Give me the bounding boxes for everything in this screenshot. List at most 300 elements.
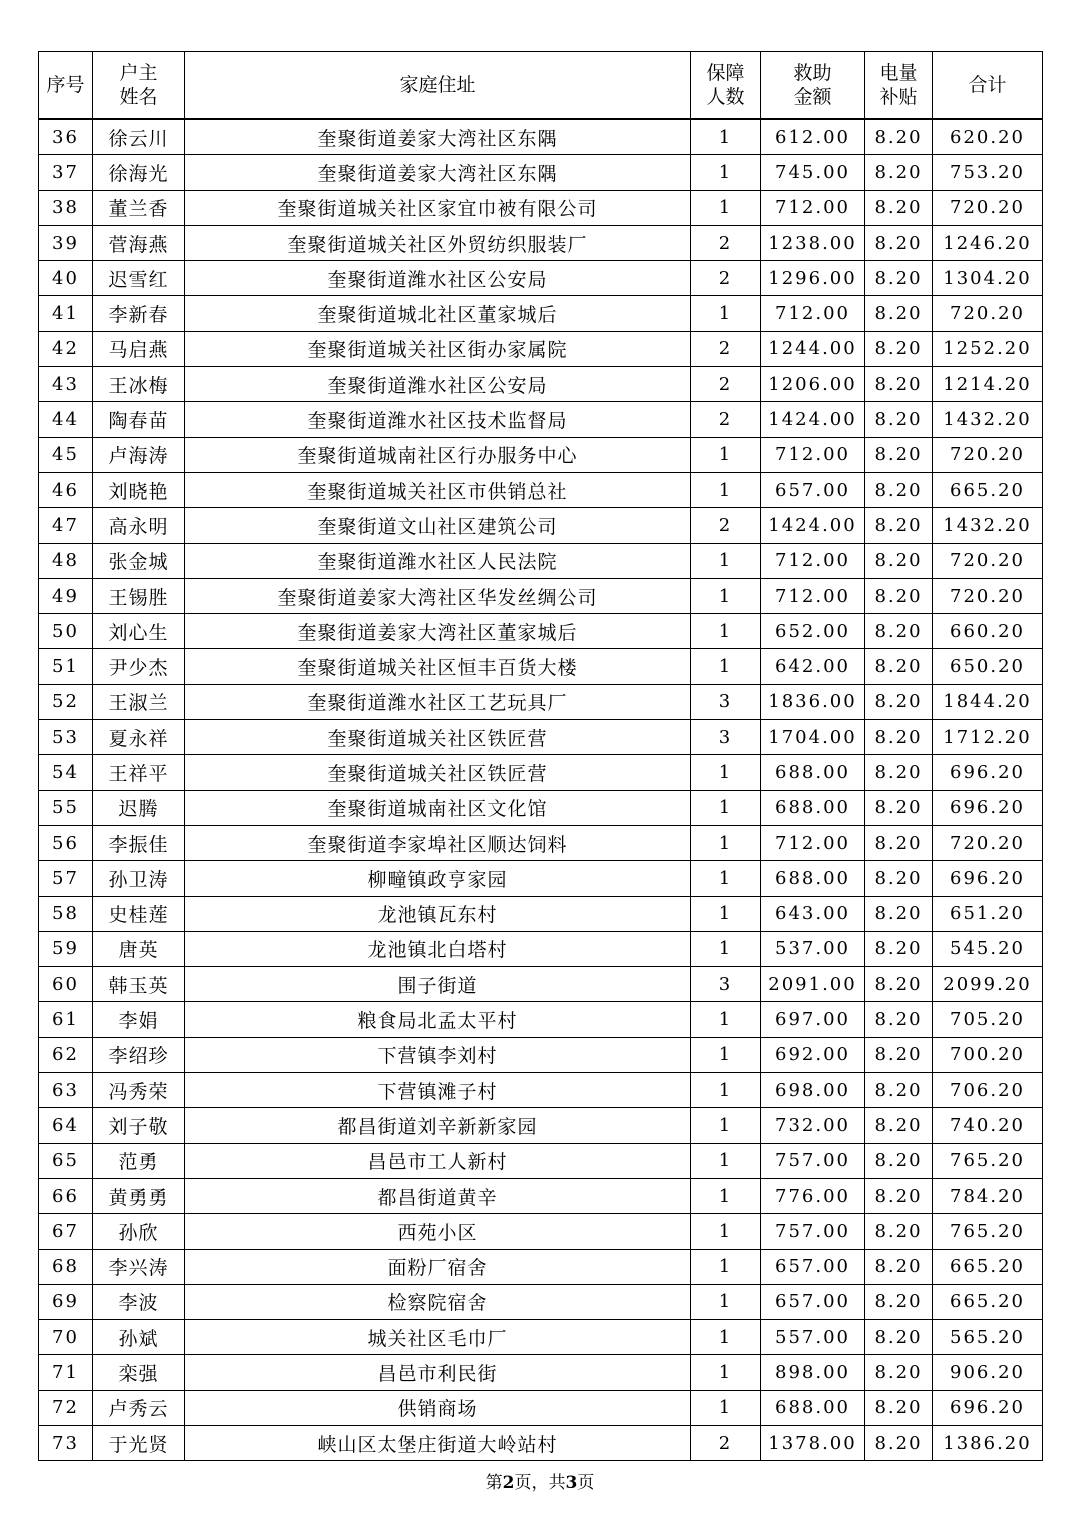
cell-relief-amount: 1424.00 (761, 508, 865, 543)
cell-seq: 50 (39, 614, 93, 649)
cell-seq: 40 (39, 261, 93, 296)
cell-relief-amount: 698.00 (761, 1073, 865, 1108)
cell-address: 都昌街道黄辛 (185, 1178, 691, 1213)
cell-seq: 47 (39, 508, 93, 543)
cell-power-subsidy: 8.20 (865, 578, 933, 613)
cell-power-subsidy: 8.20 (865, 367, 933, 402)
cell-persons: 1 (691, 614, 761, 649)
cell-relief-amount: 1296.00 (761, 261, 865, 296)
cell-total: 545.20 (933, 931, 1043, 966)
header-row (39, 52, 1043, 120)
cell-relief-amount: 757.00 (761, 1214, 865, 1249)
table-row (39, 825, 1043, 860)
footer-suffix: 页 (577, 1473, 595, 1493)
table-body (39, 119, 1043, 1461)
cell-address: 奎聚街道城关社区外贸纺织服装厂 (185, 225, 691, 260)
cell-power-subsidy: 8.20 (865, 967, 933, 1002)
cell-seq: 42 (39, 331, 93, 366)
cell-persons: 3 (691, 967, 761, 1002)
cell-address: 奎聚街道城关社区铁匠营 (185, 720, 691, 755)
cell-relief-amount: 712.00 (761, 296, 865, 331)
header-total: 合计 (933, 52, 1043, 120)
cell-persons: 1 (691, 1002, 761, 1037)
cell-persons: 1 (691, 190, 761, 225)
cell-owner-name: 李娟 (93, 1002, 185, 1037)
cell-total: 665.20 (933, 1249, 1043, 1284)
cell-total: 765.20 (933, 1143, 1043, 1178)
header-owner-line2: 姓名 (119, 86, 158, 108)
cell-owner-name: 张金城 (93, 543, 185, 578)
table-row (39, 1002, 1043, 1037)
cell-power-subsidy: 8.20 (865, 402, 933, 437)
cell-relief-amount: 1206.00 (761, 367, 865, 402)
cell-seq: 44 (39, 402, 93, 437)
cell-address: 昌邑市利民街 (185, 1355, 691, 1390)
cell-relief-amount: 643.00 (761, 896, 865, 931)
cell-owner-name: 卢秀云 (93, 1390, 185, 1425)
cell-address: 奎聚街道城北社区董家城后 (185, 296, 691, 331)
cell-relief-amount: 712.00 (761, 578, 865, 613)
cell-owner-name: 李新春 (93, 296, 185, 331)
cell-persons: 1 (691, 578, 761, 613)
cell-seq: 53 (39, 720, 93, 755)
header-owner-name (93, 52, 185, 120)
cell-seq: 57 (39, 861, 93, 896)
cell-persons: 1 (691, 931, 761, 966)
cell-seq: 60 (39, 967, 93, 1002)
cell-owner-name: 夏永祥 (93, 720, 185, 755)
cell-seq: 67 (39, 1214, 93, 1249)
cell-relief-amount: 557.00 (761, 1320, 865, 1355)
cell-seq: 72 (39, 1390, 93, 1425)
cell-power-subsidy: 8.20 (865, 684, 933, 719)
cell-power-subsidy: 8.20 (865, 649, 933, 684)
cell-owner-name: 王冰梅 (93, 367, 185, 402)
cell-owner-name: 李振佳 (93, 825, 185, 860)
cell-persons: 1 (691, 1355, 761, 1390)
cell-owner-name: 冯秀荣 (93, 1073, 185, 1108)
cell-power-subsidy: 8.20 (865, 261, 933, 296)
cell-power-subsidy: 8.20 (865, 543, 933, 578)
cell-total: 720.20 (933, 190, 1043, 225)
cell-owner-name: 孙斌 (93, 1320, 185, 1355)
table-row (39, 472, 1043, 507)
cell-power-subsidy: 8.20 (865, 1390, 933, 1425)
table-row (39, 190, 1043, 225)
cell-total: 740.20 (933, 1108, 1043, 1143)
cell-address: 奎聚街道姜家大湾社区董家城后 (185, 614, 691, 649)
table-row (39, 790, 1043, 825)
cell-power-subsidy: 8.20 (865, 1037, 933, 1072)
header-seq: 序号 (39, 52, 93, 120)
table-row (39, 614, 1043, 649)
cell-address: 奎聚街道城关社区恒丰百货大楼 (185, 649, 691, 684)
header-relief-amount (761, 52, 865, 120)
cell-address: 面粉厂宿舍 (185, 1249, 691, 1284)
table-row (39, 261, 1043, 296)
cell-power-subsidy: 8.20 (865, 1143, 933, 1178)
cell-relief-amount: 712.00 (761, 190, 865, 225)
cell-total: 1844.20 (933, 684, 1043, 719)
cell-seq: 63 (39, 1073, 93, 1108)
cell-address: 下营镇李刘村 (185, 1037, 691, 1072)
cell-seq: 59 (39, 931, 93, 966)
cell-power-subsidy: 8.20 (865, 755, 933, 790)
cell-persons: 1 (691, 1108, 761, 1143)
cell-seq: 71 (39, 1355, 93, 1390)
cell-address: 奎聚街道姜家大湾社区东隅 (185, 119, 691, 155)
cell-seq: 73 (39, 1425, 93, 1460)
cell-owner-name: 刘心生 (93, 614, 185, 649)
table-row (39, 931, 1043, 966)
table-row (39, 1178, 1043, 1213)
cell-owner-name: 王淑兰 (93, 684, 185, 719)
cell-relief-amount: 537.00 (761, 931, 865, 966)
cell-persons: 1 (691, 1037, 761, 1072)
cell-persons: 1 (691, 543, 761, 578)
cell-relief-amount: 2091.00 (761, 967, 865, 1002)
cell-persons: 1 (691, 1214, 761, 1249)
table-row (39, 508, 1043, 543)
header-address: 家庭住址 (185, 52, 691, 120)
cell-power-subsidy: 8.20 (865, 1108, 933, 1143)
cell-owner-name: 孙欣 (93, 1214, 185, 1249)
cell-power-subsidy: 8.20 (865, 155, 933, 190)
cell-address: 奎聚街道潍水社区工艺玩具厂 (185, 684, 691, 719)
table-row (39, 155, 1043, 190)
cell-persons: 1 (691, 896, 761, 931)
cell-persons: 1 (691, 119, 761, 155)
cell-total: 696.20 (933, 790, 1043, 825)
cell-owner-name: 马启燕 (93, 331, 185, 366)
cell-total: 706.20 (933, 1073, 1043, 1108)
cell-total: 696.20 (933, 1390, 1043, 1425)
cell-relief-amount: 757.00 (761, 1143, 865, 1178)
cell-address: 奎聚街道城南社区行办服务中心 (185, 437, 691, 472)
cell-address: 奎聚街道城南社区文化馆 (185, 790, 691, 825)
table-row (39, 1108, 1043, 1143)
cell-seq: 38 (39, 190, 93, 225)
cell-relief-amount: 776.00 (761, 1178, 865, 1213)
cell-relief-amount: 1836.00 (761, 684, 865, 719)
cell-relief-amount: 657.00 (761, 1284, 865, 1319)
table-row (39, 1320, 1043, 1355)
cell-address: 西苑小区 (185, 1214, 691, 1249)
cell-owner-name: 徐云川 (93, 119, 185, 155)
cell-owner-name: 范勇 (93, 1143, 185, 1178)
cell-owner-name: 于光贤 (93, 1425, 185, 1460)
header-power-line1: 电量 (879, 62, 918, 84)
cell-owner-name: 孙卫涛 (93, 861, 185, 896)
header-relief-line1: 救助 (793, 62, 832, 84)
cell-total: 720.20 (933, 543, 1043, 578)
cell-persons: 2 (691, 402, 761, 437)
header-owner-line1: 户主 (119, 62, 158, 84)
cell-persons: 1 (691, 1249, 761, 1284)
cell-owner-name: 迟雪红 (93, 261, 185, 296)
cell-owner-name: 高永明 (93, 508, 185, 543)
cell-persons: 2 (691, 331, 761, 366)
cell-total: 700.20 (933, 1037, 1043, 1072)
cell-power-subsidy: 8.20 (865, 296, 933, 331)
cell-relief-amount: 692.00 (761, 1037, 865, 1072)
cell-owner-name: 菅海燕 (93, 225, 185, 260)
cell-owner-name: 刘晓艳 (93, 472, 185, 507)
header-persons-line1: 保障 (706, 62, 745, 84)
cell-persons: 1 (691, 155, 761, 190)
table-row (39, 684, 1043, 719)
cell-total: 753.20 (933, 155, 1043, 190)
header-relief-line2: 金额 (793, 86, 832, 108)
cell-relief-amount: 642.00 (761, 649, 865, 684)
cell-power-subsidy: 8.20 (865, 1002, 933, 1037)
cell-address: 奎聚街道城关社区铁匠营 (185, 755, 691, 790)
cell-persons: 3 (691, 720, 761, 755)
cell-seq: 62 (39, 1037, 93, 1072)
cell-relief-amount: 712.00 (761, 825, 865, 860)
cell-owner-name: 迟腾 (93, 790, 185, 825)
table-row (39, 543, 1043, 578)
cell-total: 565.20 (933, 1320, 1043, 1355)
cell-seq: 36 (39, 119, 93, 155)
table-row (39, 402, 1043, 437)
footer-current-page: 2 (502, 1473, 515, 1493)
cell-total: 720.20 (933, 296, 1043, 331)
cell-persons: 2 (691, 225, 761, 260)
cell-persons: 1 (691, 649, 761, 684)
table-row (39, 1037, 1043, 1072)
cell-seq: 39 (39, 225, 93, 260)
cell-power-subsidy: 8.20 (865, 861, 933, 896)
cell-address: 奎聚街道姜家大湾社区东隅 (185, 155, 691, 190)
cell-power-subsidy: 8.20 (865, 1355, 933, 1390)
cell-total: 906.20 (933, 1355, 1043, 1390)
table-row (39, 331, 1043, 366)
table-row (39, 1073, 1043, 1108)
cell-persons: 2 (691, 508, 761, 543)
cell-power-subsidy: 8.20 (865, 508, 933, 543)
cell-persons: 1 (691, 755, 761, 790)
relief-roster-table (38, 51, 1043, 1461)
cell-persons: 1 (691, 790, 761, 825)
cell-seq: 52 (39, 684, 93, 719)
cell-seq: 64 (39, 1108, 93, 1143)
cell-seq: 69 (39, 1284, 93, 1319)
cell-power-subsidy: 8.20 (865, 190, 933, 225)
cell-power-subsidy: 8.20 (865, 825, 933, 860)
table-row (39, 296, 1043, 331)
cell-persons: 1 (691, 1320, 761, 1355)
table-header (39, 52, 1043, 120)
cell-total: 665.20 (933, 1284, 1043, 1319)
cell-seq: 41 (39, 296, 93, 331)
cell-persons: 1 (691, 437, 761, 472)
table-row (39, 1355, 1043, 1390)
cell-power-subsidy: 8.20 (865, 1073, 933, 1108)
cell-address: 围子街道 (185, 967, 691, 1002)
cell-owner-name: 李绍珍 (93, 1037, 185, 1072)
cell-relief-amount: 1424.00 (761, 402, 865, 437)
cell-address: 峡山区太堡庄街道大岭站村 (185, 1425, 691, 1460)
cell-address: 昌邑市工人新村 (185, 1143, 691, 1178)
cell-seq: 65 (39, 1143, 93, 1178)
cell-address: 粮食局北孟太平村 (185, 1002, 691, 1037)
cell-seq: 56 (39, 825, 93, 860)
cell-total: 784.20 (933, 1178, 1043, 1213)
cell-seq: 54 (39, 755, 93, 790)
cell-address: 奎聚街道潍水社区公安局 (185, 261, 691, 296)
cell-total: 696.20 (933, 755, 1043, 790)
cell-owner-name: 史桂莲 (93, 896, 185, 931)
cell-address: 奎聚街道文山社区建筑公司 (185, 508, 691, 543)
cell-total: 1712.20 (933, 720, 1043, 755)
cell-persons: 2 (691, 261, 761, 296)
cell-total: 2099.20 (933, 967, 1043, 1002)
cell-total: 651.20 (933, 896, 1043, 931)
cell-seq: 61 (39, 1002, 93, 1037)
cell-seq: 46 (39, 472, 93, 507)
cell-total: 765.20 (933, 1214, 1043, 1249)
table-row (39, 367, 1043, 402)
cell-relief-amount: 732.00 (761, 1108, 865, 1143)
cell-relief-amount: 898.00 (761, 1355, 865, 1390)
cell-relief-amount: 1704.00 (761, 720, 865, 755)
header-persons (691, 52, 761, 120)
cell-address: 龙池镇北白塔村 (185, 931, 691, 966)
table-row (39, 755, 1043, 790)
table-row (39, 649, 1043, 684)
cell-seq: 51 (39, 649, 93, 684)
table-row (39, 967, 1043, 1002)
header-power-subsidy (865, 52, 933, 120)
cell-total: 620.20 (933, 119, 1043, 155)
cell-power-subsidy: 8.20 (865, 1284, 933, 1319)
cell-power-subsidy: 8.20 (865, 437, 933, 472)
cell-address: 奎聚街道姜家大湾社区华发丝绸公司 (185, 578, 691, 613)
cell-total: 665.20 (933, 472, 1043, 507)
footer-total-pages: 3 (565, 1473, 578, 1493)
cell-total: 1432.20 (933, 402, 1043, 437)
cell-total: 1432.20 (933, 508, 1043, 543)
cell-owner-name: 刘子敬 (93, 1108, 185, 1143)
cell-persons: 1 (691, 1390, 761, 1425)
cell-power-subsidy: 8.20 (865, 1249, 933, 1284)
cell-seq: 58 (39, 896, 93, 931)
table-row (39, 119, 1043, 155)
cell-owner-name: 尹少杰 (93, 649, 185, 684)
cell-total: 720.20 (933, 578, 1043, 613)
cell-address: 柳疃镇政亨家园 (185, 861, 691, 896)
cell-relief-amount: 1244.00 (761, 331, 865, 366)
cell-total: 1246.20 (933, 225, 1043, 260)
cell-total: 696.20 (933, 861, 1043, 896)
cell-total: 1304.20 (933, 261, 1043, 296)
cell-persons: 1 (691, 825, 761, 860)
cell-persons: 2 (691, 1425, 761, 1460)
cell-relief-amount: 712.00 (761, 543, 865, 578)
cell-relief-amount: 657.00 (761, 1249, 865, 1284)
table-row (39, 1249, 1043, 1284)
cell-relief-amount: 688.00 (761, 755, 865, 790)
cell-power-subsidy: 8.20 (865, 1214, 933, 1249)
cell-owner-name: 韩玉英 (93, 967, 185, 1002)
cell-power-subsidy: 8.20 (865, 1425, 933, 1460)
cell-power-subsidy: 8.20 (865, 225, 933, 260)
cell-power-subsidy: 8.20 (865, 931, 933, 966)
cell-total: 1214.20 (933, 367, 1043, 402)
cell-owner-name: 王祥平 (93, 755, 185, 790)
cell-address: 龙池镇瓦东村 (185, 896, 691, 931)
cell-address: 奎聚街道城关社区家宜巾被有限公司 (185, 190, 691, 225)
cell-power-subsidy: 8.20 (865, 790, 933, 825)
cell-owner-name: 董兰香 (93, 190, 185, 225)
cell-owner-name: 王锡胜 (93, 578, 185, 613)
cell-relief-amount: 1238.00 (761, 225, 865, 260)
cell-address: 奎聚街道城关社区市供销总社 (185, 472, 691, 507)
cell-relief-amount: 652.00 (761, 614, 865, 649)
cell-owner-name: 陶春苗 (93, 402, 185, 437)
cell-owner-name: 徐海光 (93, 155, 185, 190)
cell-address: 奎聚街道城关社区街办家属院 (185, 331, 691, 366)
cell-relief-amount: 712.00 (761, 437, 865, 472)
cell-seq: 68 (39, 1249, 93, 1284)
footer-prefix: 第 (485, 1473, 503, 1493)
table-row (39, 1143, 1043, 1178)
cell-total: 720.20 (933, 437, 1043, 472)
page-footer (0, 1468, 1080, 1493)
cell-owner-name: 李波 (93, 1284, 185, 1319)
cell-total: 1252.20 (933, 331, 1043, 366)
cell-address: 奎聚街道潍水社区人民法院 (185, 543, 691, 578)
cell-persons: 1 (691, 1073, 761, 1108)
header-persons-line2: 人数 (706, 86, 745, 108)
cell-power-subsidy: 8.20 (865, 1178, 933, 1213)
cell-total: 650.20 (933, 649, 1043, 684)
cell-persons: 1 (691, 1143, 761, 1178)
cell-persons: 2 (691, 367, 761, 402)
cell-owner-name: 栾强 (93, 1355, 185, 1390)
cell-owner-name: 李兴涛 (93, 1249, 185, 1284)
cell-relief-amount: 745.00 (761, 155, 865, 190)
table-row (39, 225, 1043, 260)
cell-seq: 70 (39, 1320, 93, 1355)
cell-power-subsidy: 8.20 (865, 331, 933, 366)
cell-seq: 43 (39, 367, 93, 402)
cell-owner-name: 卢海涛 (93, 437, 185, 472)
table-row (39, 437, 1043, 472)
table-row (39, 1390, 1043, 1425)
cell-relief-amount: 688.00 (761, 1390, 865, 1425)
cell-relief-amount: 1378.00 (761, 1425, 865, 1460)
cell-address: 下营镇滩子村 (185, 1073, 691, 1108)
cell-power-subsidy: 8.20 (865, 614, 933, 649)
cell-address: 都昌街道刘辛新新家园 (185, 1108, 691, 1143)
cell-power-subsidy: 8.20 (865, 896, 933, 931)
cell-owner-name: 唐英 (93, 931, 185, 966)
cell-seq: 48 (39, 543, 93, 578)
cell-relief-amount: 612.00 (761, 119, 865, 155)
cell-total: 1386.20 (933, 1425, 1043, 1460)
cell-seq: 37 (39, 155, 93, 190)
cell-address: 奎聚街道潍水社区公安局 (185, 367, 691, 402)
cell-persons: 3 (691, 684, 761, 719)
cell-address: 城关社区毛巾厂 (185, 1320, 691, 1355)
table-row (39, 896, 1043, 931)
cell-total: 705.20 (933, 1002, 1043, 1037)
header-power-line2: 补贴 (879, 86, 918, 108)
cell-seq: 66 (39, 1178, 93, 1213)
cell-address: 奎聚街道李家埠社区顺达饲料 (185, 825, 691, 860)
